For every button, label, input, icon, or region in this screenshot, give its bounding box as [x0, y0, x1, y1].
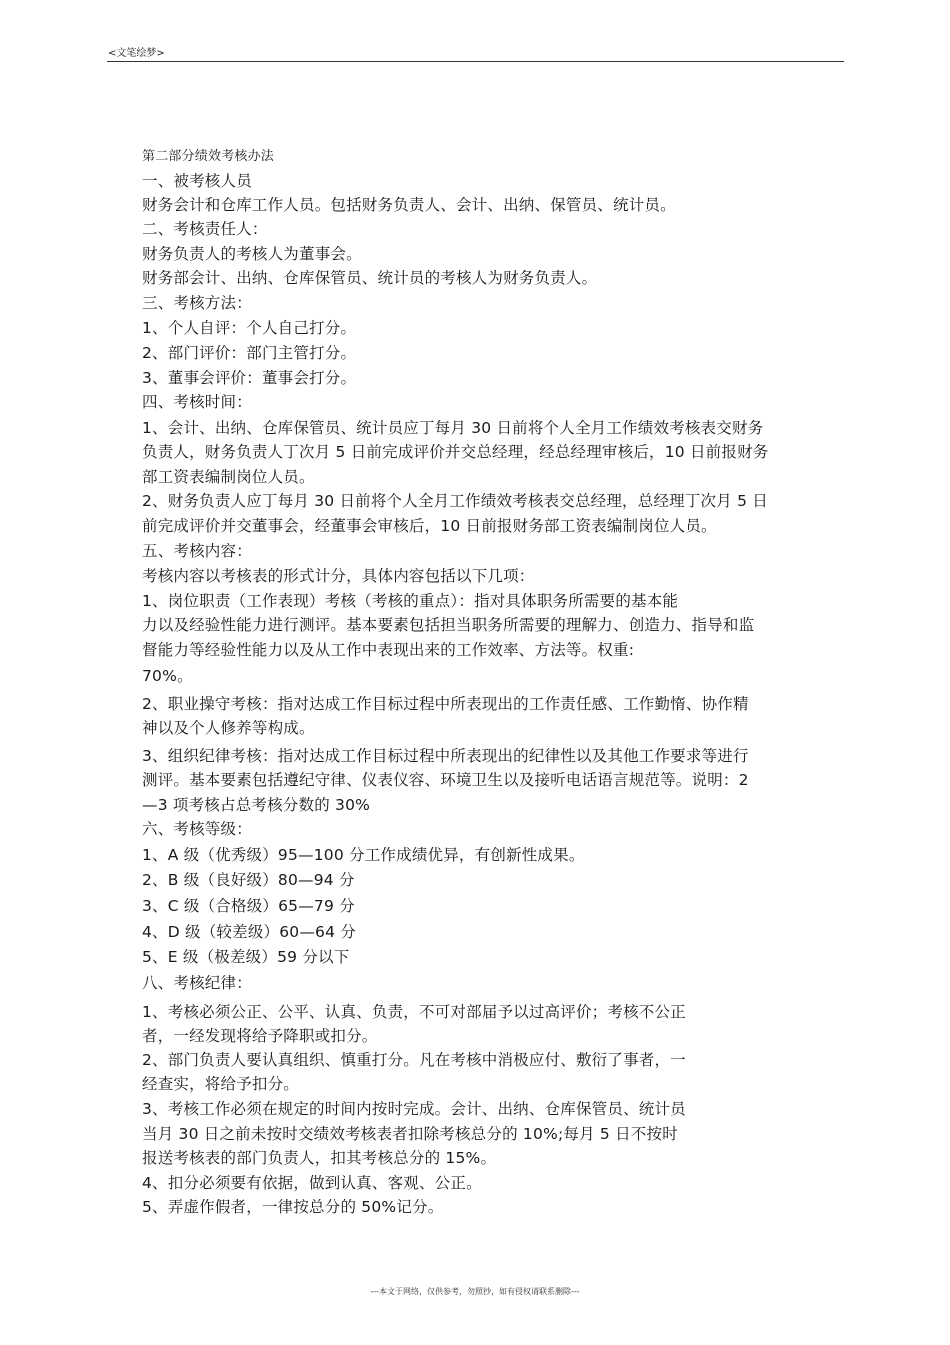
text-line: 1、考核必须公正、公平、认真、负责，不可对部届予以过高评价；考核不公正 — [142, 1003, 686, 1021]
list-item: 3、董事会评价：董事会打分。 — [142, 369, 357, 387]
text-line: 报送考核表的部门负责人，扣其考核总分的 15%。 — [142, 1149, 497, 1167]
grade-item: 2、B 级（良好级）80—94 分 — [142, 871, 355, 889]
text-line: 神以及个人修养等构成。 — [142, 719, 315, 737]
text-line: —3 项考核占总考核分数的 30% — [142, 796, 371, 814]
text-line: 考核内容以考核表的形式计分，具体内容包括以下几项： — [142, 567, 535, 585]
section-heading: 五、考核内容： — [142, 542, 252, 560]
text-line: 前完成评价并交董事会，经董事会审核后，10 日前报财务部工资表编制岗位人员。 — [142, 517, 717, 535]
list-item: 2、部门评价：部门主管打分。 — [142, 344, 357, 362]
list-item: 1、个人自评：个人自己打分。 — [142, 319, 357, 337]
grade-item: 4、D 级（较差级）60—64 分 — [142, 923, 356, 941]
text-line: 3、考核工作必须在规定的时间内按时完成。会计、出纳、仓库保管员、统计员 — [142, 1100, 686, 1118]
text-line: 负责人，财务负责人丁次月 5 日前完成评价并交总经理，经总经理审核后，10 日前报财务 — [142, 443, 769, 461]
grade-item: 1、A 级（优秀级）95—100 分工作成绩优异，有创新性成果。 — [142, 846, 585, 864]
section-heading: 六、考核等级： — [142, 820, 252, 838]
text-line: 3、组织纪律考核：指对达成工作目标过程中所表现出的纪律性以及其他工作要求等进行 — [142, 747, 749, 765]
section-heading: 一、被考核人员 — [142, 172, 252, 190]
section-heading: 四、考核时间： — [142, 393, 252, 411]
document-title: 第二部分绩效考核办法 — [142, 149, 275, 164]
header-divider — [107, 61, 844, 62]
section-heading: 八、考核纪律： — [142, 974, 252, 992]
text-line: 2、职业操守考核：指对达成工作目标过程中所表现出的工作责任感、工作勤惰、协作精 — [142, 695, 749, 713]
text-line: 2、部门负责人要认真组织、慎重打分。凡在考核中消极应付、敷衍了事者，一 — [142, 1051, 686, 1069]
text-line: 部工资表编制岗位人员。 — [142, 468, 315, 486]
text-line: 财务部会计、出纳、仓库保管员、统计员的考核人为财务负责人。 — [142, 269, 598, 287]
text-line: 力以及经验性能力进行测评。基本要素包括担当职务所需要的理解力、创造力、指导和监 — [142, 616, 755, 634]
grade-item: 5、E 级（极差级）59 分以下 — [142, 948, 350, 966]
text-line: 经查实，将给予扣分。 — [142, 1075, 300, 1093]
footer-disclaimer: ---本文于网络，仅供参考，勿照抄，如有侵权请联系删除--- — [370, 1287, 580, 1296]
text-line: 者，一经发现将给予降职或扣分。 — [142, 1027, 378, 1045]
text-line: 1、岗位职责（工作表现）考核（考核的重点）：指对具体职务所需要的基本能 — [142, 592, 679, 610]
text-line: 财务会计和仓库工作人员。包括财务负责人、会计、出纳、保管员、统计员。 — [142, 196, 676, 214]
text-line: 1、会计、出纳、仓库保管员、统计员应丁每月 30 日前将个人全月工作绩效考核表交财务 — [142, 419, 764, 437]
text-line: 5、弄虚作假者，一律按总分的 50%记分。 — [142, 1198, 444, 1216]
text-line: 测评。基本要素包括遵纪守律、仪表仪容、环境卫生以及接听电话语言规范等。说明：2 — [142, 771, 749, 789]
section-heading: 二、考核责任人： — [142, 220, 268, 238]
grade-item: 3、C 级（合格级）65—79 分 — [142, 897, 355, 915]
text-line: 70%。 — [142, 667, 193, 685]
text-line: 当月 30 日之前未按时交绩效考核表者扣除考核总分的 10%;每月 5 日不按时 — [142, 1125, 678, 1143]
text-line: 督能力等经验性能力以及从工作中表现出来的工作效率、方法等。权重: — [142, 641, 635, 659]
text-line: 财务负责人的考核人为董事会。 — [142, 245, 362, 263]
text-line: 4、扣分必须要有依据，做到认真、客观、公正。 — [142, 1174, 482, 1192]
text-line: 2、财务负责人应丁每月 30 日前将个人全月工作绩效考核表交总经理，总经理丁次月 5 日 — [142, 492, 768, 510]
header-mark: <文笔绘梦> — [108, 48, 165, 59]
section-heading: 三、考核方法： — [142, 294, 252, 312]
